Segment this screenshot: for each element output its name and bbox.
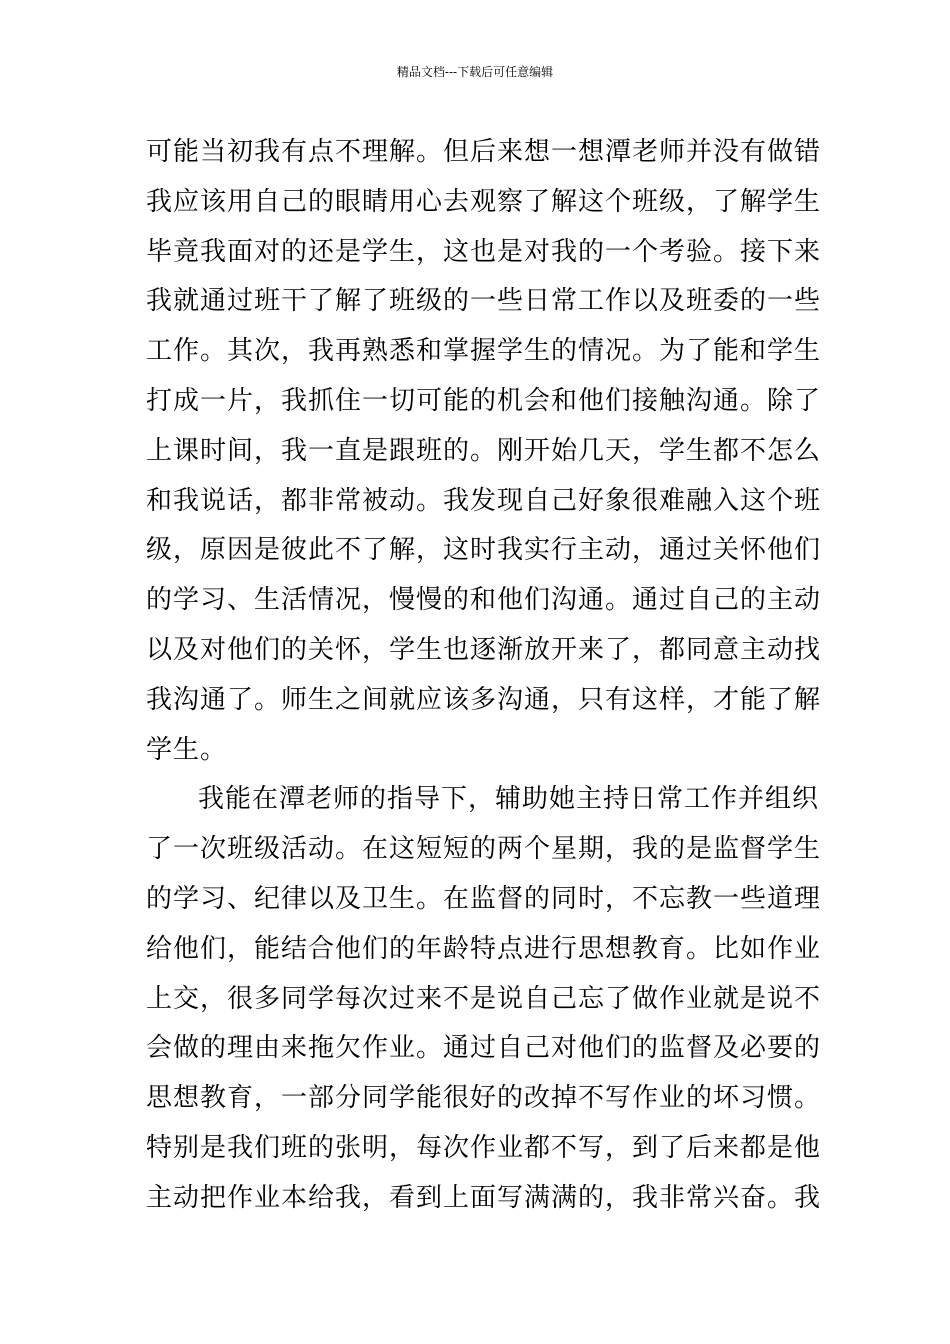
text-line: 毕竟我面对的还是学生，这也是对我的一个考验。接下来 xyxy=(146,236,822,267)
text-line: 了一次班级活动。在这短短的两个星期，我的是监督学生 xyxy=(146,834,822,865)
text-line: 特别是我们班的张明，每次作业都不写，到了后来都是他 xyxy=(146,1132,822,1163)
text-line: 学生。 xyxy=(146,734,228,765)
text-line: 给他们，能结合他们的年龄特点进行思想教育。比如作业 xyxy=(146,933,822,964)
text-line: 的学习、纪律以及卫生。在监督的同时，不忘教一些道理 xyxy=(146,883,822,914)
text-line: 上交，很多同学每次过来不是说自己忘了做作业就是说不 xyxy=(146,983,822,1014)
text-line-indented: 我能在潭老师的指导下，辅助她主持日常工作并组织 xyxy=(198,784,820,815)
text-line: 级，原因是彼此不了解，这时我实行主动，通过关怀他们 xyxy=(146,535,822,566)
text-line: 打成一片，我抓住一切可能的机会和他们接触沟通。除了 xyxy=(146,385,822,416)
paragraph-1 xyxy=(146,128,822,775)
text-line: 思想教育，一部分同学能很好的改掉不写作业的坏习惯。 xyxy=(146,1083,822,1114)
document-body xyxy=(146,128,822,1224)
text-line: 我应该用自己的眼睛用心去观察了解这个班级，了解学生 xyxy=(146,186,822,217)
text-line: 可能当初我有点不理解。但后来想一想潭老师并没有做错 xyxy=(146,137,822,167)
text-line: 我沟通了。师生之间就应该多沟通，只有这样，才能了解 xyxy=(146,684,822,715)
text-line: 上课时间，我一直是跟班的。刚开始几天，学生都不怎么 xyxy=(146,435,822,466)
text-line: 会做的理由来拖欠作业。通过自己对他们的监督及必要的 xyxy=(146,1033,822,1064)
text-line: 我就通过班干了解了班级的一些日常工作以及班委的一些 xyxy=(146,286,822,317)
text-line: 工作。其次，我再熟悉和掌握学生的情况。为了能和学生 xyxy=(146,336,822,367)
page-header: 精品文档---下载后可任意编辑 xyxy=(396,65,554,79)
text-line: 主动把作业本给我，看到上面写满满的，我非常兴奋。我 xyxy=(146,1182,822,1213)
paragraph-2 xyxy=(146,775,822,1223)
text-line: 和我说话，都非常被动。我发现自己好象很难融入这个班 xyxy=(146,485,822,516)
text-line: 的学习、生活情况，慢慢的和他们沟通。通过自己的主动 xyxy=(146,585,822,616)
text-line: 以及对他们的关怀，学生也逐渐放开来了，都同意主动找 xyxy=(146,634,822,665)
